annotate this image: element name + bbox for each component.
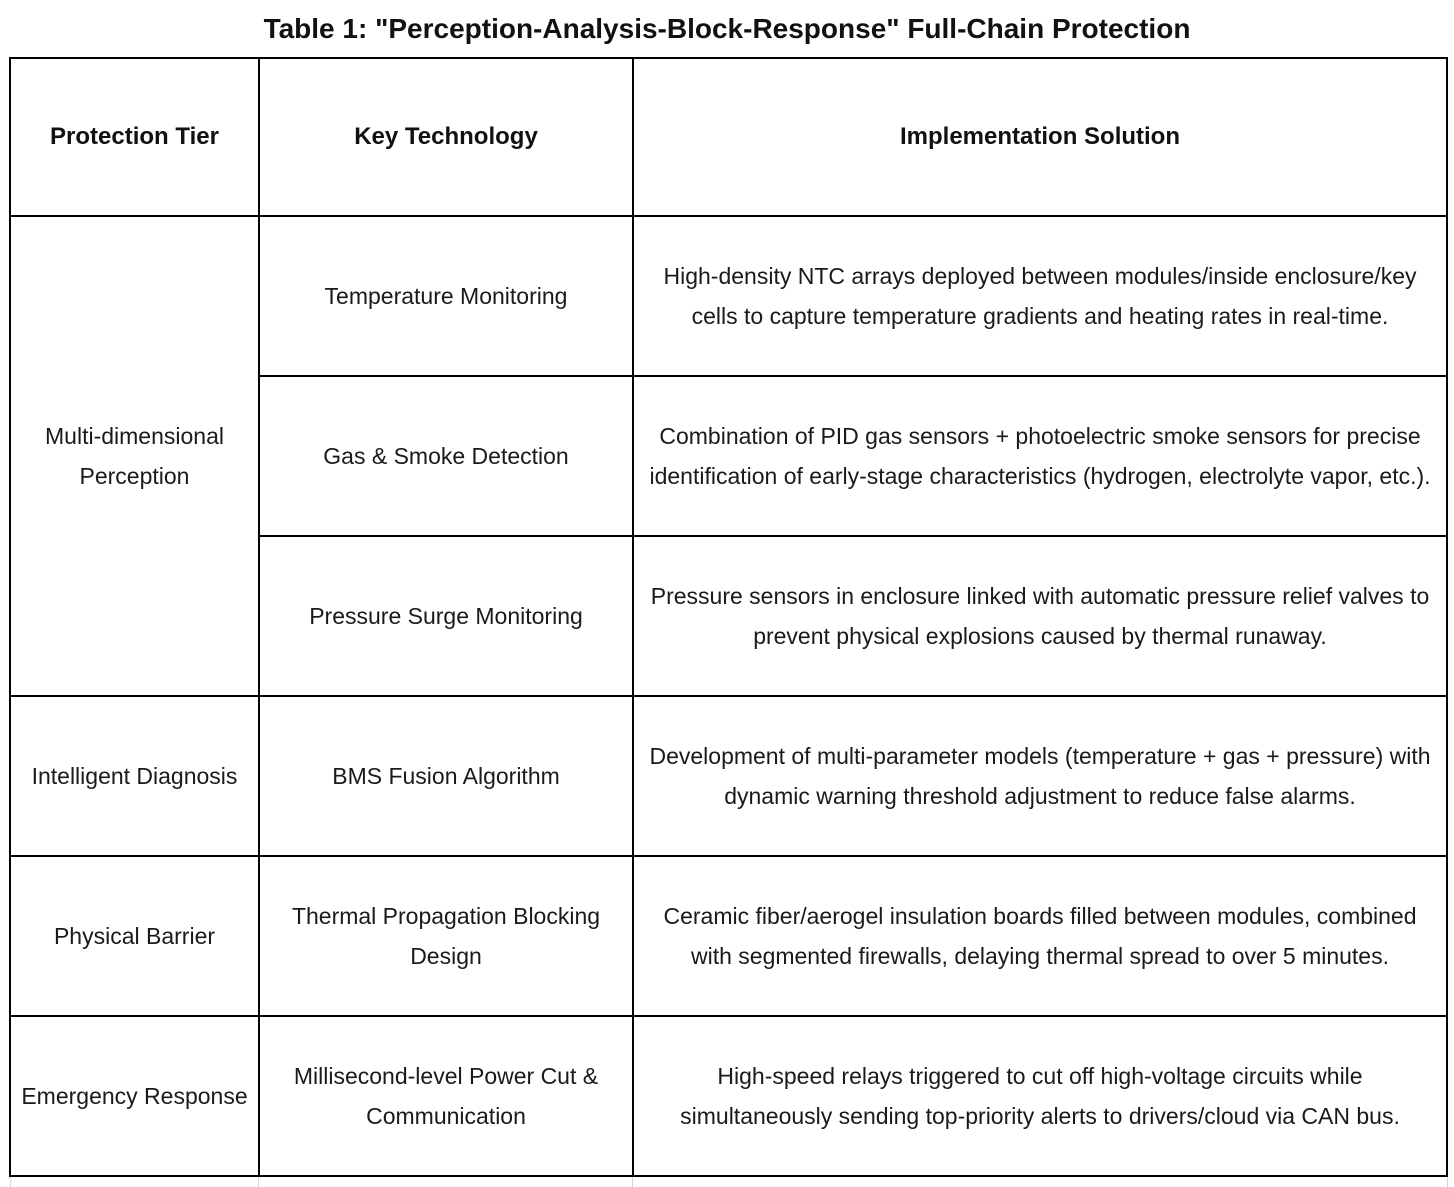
tier-cell-physical-barrier: Physical Barrier [10,856,259,1016]
tier-cell-multi-dimensional-perception: Multi-dimensional Perception [10,216,259,696]
technology-cell-bms-fusion-algorithm: BMS Fusion Algorithm [259,696,633,856]
table-row [10,696,1447,856]
gridline-col1-continuation [258,1176,259,1187]
table-row [10,856,1447,1016]
table-row [10,1016,1447,1176]
table-caption: Table 1: "Perception-Analysis-Block-Response" Full-Chain Protection [0,0,1454,57]
solution-cell-gas-smoke-detection: Combination of PID gas sensors + photoelectric smoke sensors for precise identification of early-stage characteristics (hydrogen, electrolyte vapor, etc.). [633,376,1447,536]
gridline-col2-continuation [632,1176,633,1187]
technology-cell-temperature-monitoring: Temperature Monitoring [259,216,633,376]
technology-cell-thermal-propagation-blocking: Thermal Propagation Blocking Design [259,856,633,1016]
tier-cell-intelligent-diagnosis: Intelligent Diagnosis [10,696,259,856]
header-protection-tier: Protection Tier [10,58,259,216]
solution-cell-millisecond-power-cut: High-speed relays triggered to cut off high-voltage circuits while simultaneously sending top-priority alerts to drivers/cloud via CAN bus. [633,1016,1447,1176]
solution-cell-thermal-propagation-blocking: Ceramic fiber/aerogel insulation boards filled between modules, combined with segmented firewalls, delaying thermal spread to over 5 minutes. [633,856,1447,1016]
table-row [10,216,1447,376]
technology-cell-millisecond-power-cut: Millisecond-level Power Cut & Communication [259,1016,633,1176]
header-row [10,58,1447,216]
protection-table [9,57,1448,1177]
header-implementation-solution: Implementation Solution [633,58,1447,216]
solution-cell-pressure-surge-monitoring: Pressure sensors in enclosure linked with automatic pressure relief valves to prevent physical explosions caused by thermal runaway. [633,536,1447,696]
technology-cell-gas-smoke-detection: Gas & Smoke Detection [259,376,633,536]
header-key-technology: Key Technology [259,58,633,216]
solution-cell-temperature-monitoring: High-density NTC arrays deployed between modules/inside enclosure/key cells to capture temperature gradients and heating rates in real-time. [633,216,1447,376]
solution-cell-bms-fusion-algorithm: Development of multi-parameter models (temperature + gas + pressure) with dynamic warning threshold adjustment to reduce false alarms. [633,696,1447,856]
technology-cell-pressure-surge-monitoring: Pressure Surge Monitoring [259,536,633,696]
tier-cell-emergency-response: Emergency Response [10,1016,259,1176]
